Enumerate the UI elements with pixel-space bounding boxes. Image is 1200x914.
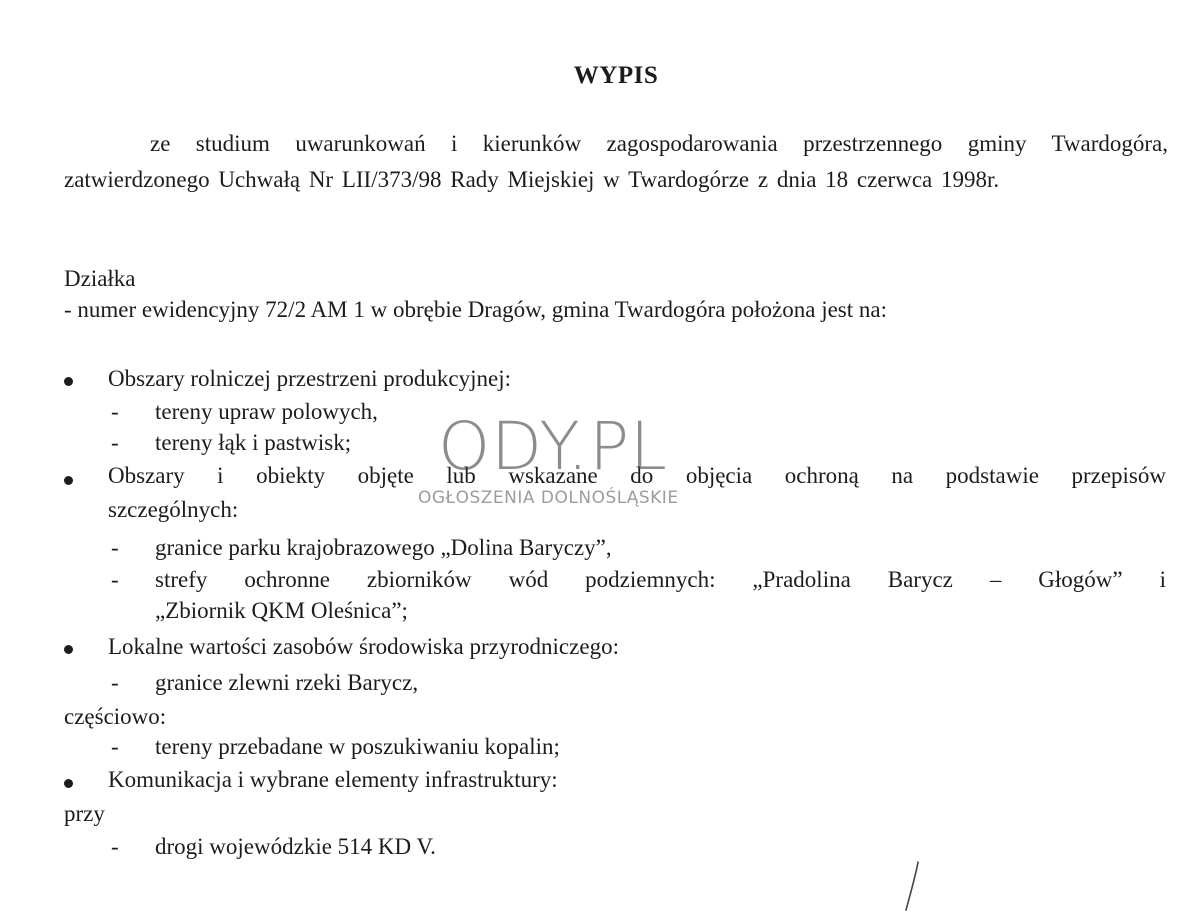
list-item-continued: „Zbiornik QKM Oleśnica”; [155,598,408,623]
bullet-icon [64,645,73,654]
dash-marker: - [111,567,119,592]
list-item: granice zlewni rzeki Barycz, [155,670,419,695]
list-item: granice parku krajobrazowego „Dolina Baryczy”, [155,535,612,560]
section-heading: Lokalne wartości zasobów środowiska przyrodniczego: [108,634,619,659]
section-heading-continued: szczególnych: [108,497,239,522]
parcel-label: Działka [64,266,136,291]
dash-marker: - [111,834,119,859]
list-item: drogi wojewódzkie 514 KD V. [155,834,436,859]
section-heading: Obszary i obiekty objęte lub wskazane do objęcia ochroną na podstawie przepisów [108,463,1166,488]
list-item: tereny łąk i pastwisk; [155,430,352,455]
parcel-description: - numer ewidencyjny 72/2 AM 1 w obrębie Dragów, gmina Twardogóra położona jest na: [64,297,887,322]
section-note: przy [64,801,105,826]
bullet-icon [64,779,73,788]
intro-paragraph: ze studium uwarunkowań i kierunków zagospodarowania przestrzennego gminy Twardogóra, zatwierdzonego Uchwałą Nr LII/373/98 Rady Miejskiej w Twardogórze z dnia 18 czerwca 1998r. [64,131,1168,192]
bullet-icon [64,476,73,485]
list-item: tereny upraw polowych, [155,399,378,424]
watermark-brand: ODY.PL [438,408,668,485]
list-item: strefy ochronne zbiorników wód podziemnych: „Pradolina Barycz – Głogów” i [155,567,1166,592]
dash-marker: - [111,399,119,424]
bullet-icon [64,377,73,386]
watermark-tagline: OGŁOSZENIA DOLNOŚLĄSKIE [418,488,679,508]
dash-marker: - [111,670,119,695]
section-heading: Obszary rolniczej przestrzeni produkcyjnej: [108,366,511,391]
dash-marker: - [111,430,119,455]
document-title: WYPIS [573,62,659,89]
pen-stroke-mark [900,860,930,914]
section-heading: Komunikacja i wybrane elementy infrastruktury: [108,767,558,792]
list-item: tereny przebadane w poszukiwaniu kopalin; [155,734,560,759]
dash-marker: - [111,535,119,560]
section-note: częściowo: [64,704,167,729]
dash-marker: - [111,734,119,759]
